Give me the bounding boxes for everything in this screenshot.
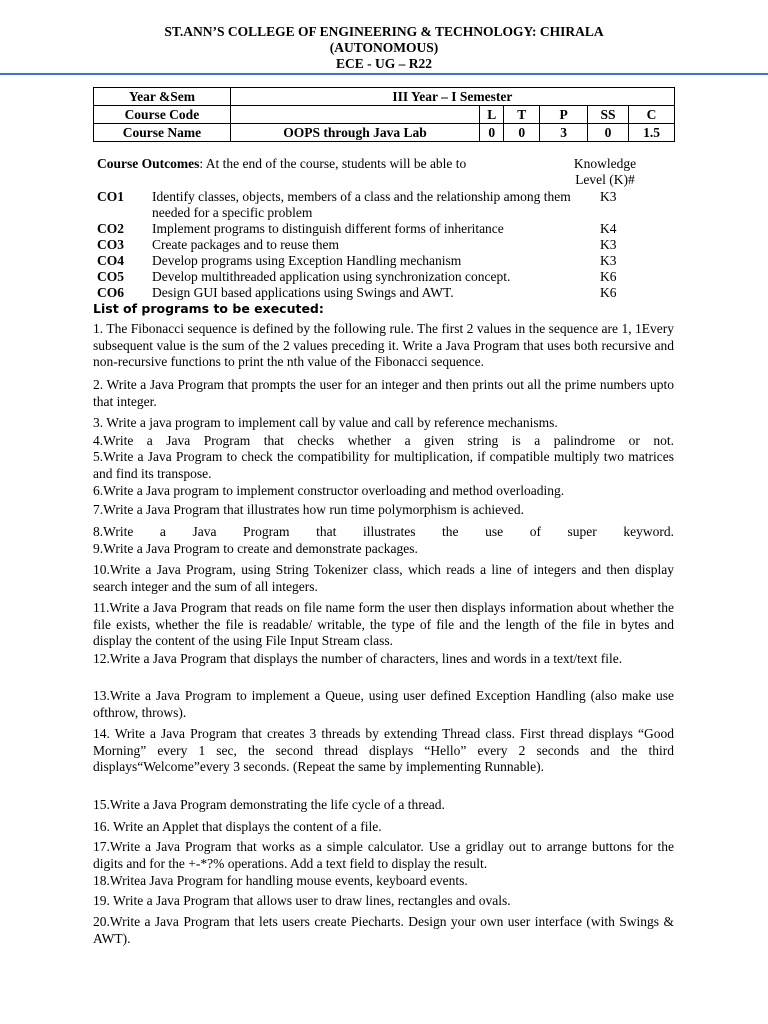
program-item: 15.Write a Java Program demonstrating the life cycle of a thread. <box>93 797 445 812</box>
col-value-l: 0 <box>480 124 504 142</box>
outcome-knowledge-level: K6 <box>600 269 617 284</box>
autonomous-label: (AUTONOMOUS) <box>329 40 439 55</box>
header-divider <box>0 73 768 75</box>
program-item: 10.Write a Java Program, using String Tokenizer class, which reads a line of integers and then display search integer and the sum of all integers. <box>93 562 674 594</box>
outcome-knowledge-level: K3 <box>600 237 617 252</box>
course-code-value <box>230 106 480 124</box>
year-sem-label: Year &Sem <box>94 88 231 106</box>
program-item: 6.Write a Java program to implement constructor overloading and method overloading. <box>93 483 565 498</box>
outcome-text: Design GUI based applications using Swings and AWT. <box>152 285 454 300</box>
year-sem-row <box>94 88 675 106</box>
col-head-l: L <box>480 106 504 124</box>
col-head-t: T <box>504 106 540 124</box>
outcome-id: CO1 <box>97 189 124 204</box>
outcome-id: CO4 <box>97 253 124 268</box>
outcome-knowledge-level: K3 <box>600 189 617 204</box>
course-name-value: OOPS through Java Lab <box>230 124 480 142</box>
program-item: 12.Write a Java Program that displays the number of characters, lines and words in a text/text file. <box>93 651 623 666</box>
program-item: 5.Write a Java Program to check the compatibility for multiplication, if compatible multiply two matrices and find its transpose. <box>93 449 674 481</box>
outcome-id: CO5 <box>97 269 124 284</box>
program-item: 7.Write a Java Program that illustrates how run time polymorphism is achieved. <box>93 502 524 517</box>
outcome-id: CO6 <box>97 285 124 300</box>
program-item: 11.Write a Java Program that reads on file name form the user then displays information about whether the file exists, whether the file is readable/ writable, the type of file and the length of the file in bytes and display the content of the using File Input Stream class. <box>93 600 674 649</box>
outcome-text: Implement programs to distinguish different forms of inheritance <box>152 221 504 236</box>
course-outcomes-intro <box>97 156 466 172</box>
programs-list-title: List of programs to be executed: <box>93 301 324 316</box>
outcome-knowledge-level: K6 <box>600 285 617 300</box>
outcome-id: CO3 <box>97 237 124 252</box>
course-name-label: Course Name <box>94 124 231 142</box>
outcome-knowledge-level: K4 <box>600 221 617 236</box>
program-item: 4.Write a Java Program that checks whether a given string is a palindrome or not. <box>93 433 674 448</box>
program-item: 18.Writea Java Program for handling mouse events, keyboard events. <box>93 873 468 888</box>
knowledge-level-header: Knowledge Level (K)# <box>573 156 637 187</box>
col-value-c: 1.5 <box>629 124 675 142</box>
program-item: 16. Write an Applet that displays the content of a file. <box>93 819 382 834</box>
outcome-text: Develop multithreaded application using synchronization concept. <box>152 269 511 284</box>
col-value-p: 3 <box>540 124 588 142</box>
program-item: 2. Write a Java Program that prompts the user for an integer and then prints out all the prime numbers upto that integer. <box>93 377 674 409</box>
col-head-c: C <box>629 106 675 124</box>
col-value-ss: 0 <box>588 124 629 142</box>
year-sem-value: III Year – I Semester <box>230 88 674 106</box>
course-name-row <box>94 124 675 142</box>
col-value-t: 0 <box>504 124 540 142</box>
outcome-text: Develop programs using Exception Handling mechanism <box>152 253 462 268</box>
outcome-id: CO2 <box>97 221 124 236</box>
course-code-label: Course Code <box>94 106 231 124</box>
college-name: ST.ANN’S COLLEGE OF ENGINEERING & TECHNOLOGY: CHIRALA <box>164 24 604 39</box>
outcome-text: Create packages and to reuse them <box>152 237 340 252</box>
program-item: 14. Write a Java Program that creates 3 threads by extending Thread class. First thread displays “Good Morning” every 1 sec, the second thread displays “Hello” every 2 seconds and the third displays“Welcome”every 3 seconds. (Repeat the same by implementing Runnable). <box>93 726 674 775</box>
program-item: 8.Write a Java Program that illustrates the use of super keyword. <box>93 524 674 539</box>
col-head-p: P <box>540 106 588 124</box>
program-item: 20.Write a Java Program that lets users create Piecharts. Design your own user interface (with Swings & AWT). <box>93 914 674 946</box>
outcome-knowledge-level: K3 <box>600 253 617 268</box>
program-regulation: ECE - UG – R22 <box>335 56 432 71</box>
program-item: 13.Write a Java Program to implement a Queue, using user defined Exception Handling (also make use ofthrow, throws). <box>93 688 674 720</box>
outcome-text: Identify classes, objects, members of a class and the relationship among them needed for a specific problem <box>152 189 571 220</box>
program-item: 9.Write a Java Program to create and demonstrate packages. <box>93 541 418 556</box>
col-head-ss: SS <box>588 106 629 124</box>
program-item: 17.Write a Java Program that works as a simple calculator. Use a gridlay out to arrange buttons for the digits and for the +-*?% operations. Add a text field to display the result. <box>93 839 674 871</box>
document-header <box>0 24 768 72</box>
course-code-row <box>94 106 675 124</box>
program-item: 3. Write a java program to implement call by value and call by reference mechanisms. <box>93 415 558 430</box>
course-outcomes-intro-text: : At the end of the course, students will be able to <box>199 156 467 171</box>
program-item: 19. Write a Java Program that allows user to draw lines, rectangles and ovals. <box>93 893 511 908</box>
program-item: 1. The Fibonacci sequence is defined by the following rule. The first 2 values in the sequence are 1, 1Every subsequent value is the sum of the 2 values preceding it. Write a Java Program that uses both recursive and non-recursive functions to print the nth value of the Fibonacci sequence. <box>93 321 674 370</box>
course-outcomes-label: Course Outcomes <box>97 156 200 171</box>
course-info-table <box>93 87 675 142</box>
